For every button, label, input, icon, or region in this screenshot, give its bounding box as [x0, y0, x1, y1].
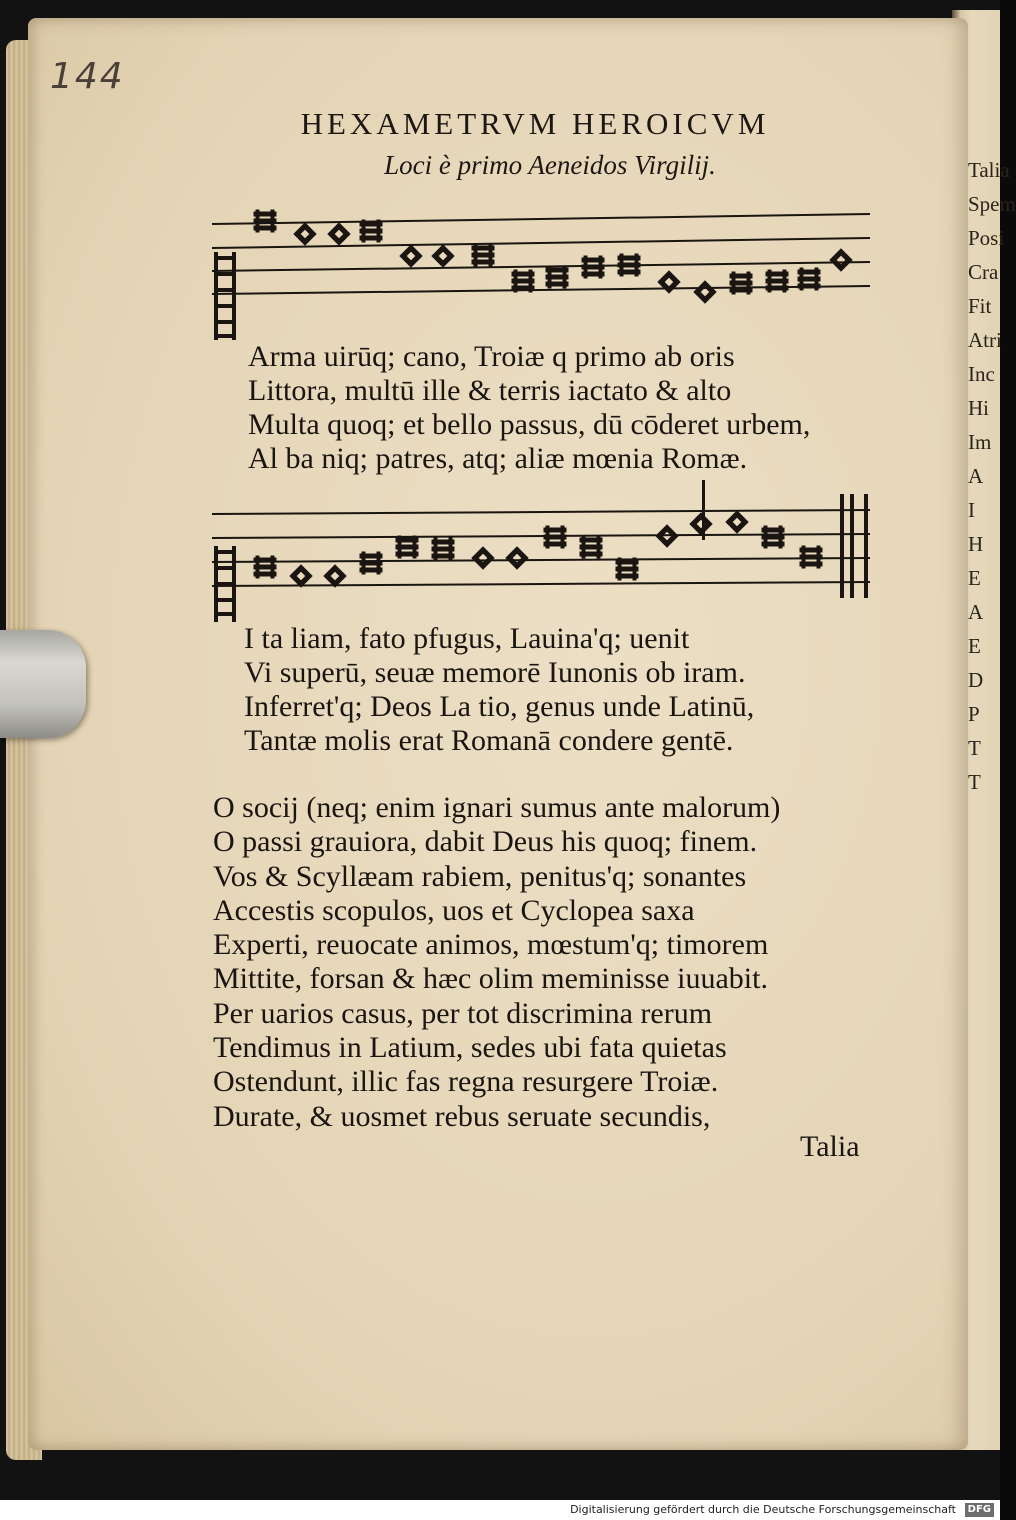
breve-note	[432, 538, 454, 560]
facing-page-fragment: E	[968, 566, 981, 590]
facing-page-fragment: I	[968, 498, 975, 522]
facing-page-fragment: Hi	[968, 396, 989, 420]
breve-note	[546, 266, 568, 288]
breve-note	[798, 268, 820, 290]
semibreve-note	[472, 547, 494, 569]
semibreve-note	[694, 281, 716, 303]
verse-line: I ta liam, fato pfugus, Lauina'q; uenit	[244, 622, 690, 655]
breve-note	[618, 254, 640, 276]
breve-note	[582, 256, 604, 278]
breve-note	[766, 270, 788, 292]
verse-line: Per uarios casus, per tot discrimina rerum	[213, 996, 713, 1030]
facing-page-fragment: Cra	[968, 260, 999, 284]
facing-page-fragment: E	[968, 634, 981, 658]
breve-note	[762, 526, 784, 548]
verse-line: Arma uirūq; cano, Troiæ q primo ab oris	[248, 340, 735, 373]
semibreve-note	[400, 245, 422, 267]
facing-page-fragment: T	[968, 736, 981, 760]
breve-note	[800, 546, 822, 568]
semibreve-note	[290, 565, 312, 587]
semibreve-note	[294, 223, 316, 245]
verse-line: Vi superū, seuæ memorē Iunonis ob iram.	[244, 656, 746, 689]
catchword: Talia	[800, 1130, 860, 1163]
facing-page-fragment: Talia	[968, 158, 1010, 182]
semibreve-note	[328, 223, 350, 245]
verse-line: Tendimus in Latium, sedes ubi fata quietas	[213, 1031, 727, 1065]
verse-line: Inferret'q; Deos La tio, genus unde Latinū,	[244, 690, 755, 723]
verse-line: Al ba niq; patres, atq; aliæ mœnia Romæ.	[248, 442, 748, 475]
footer-credit: Digitalisierung gefördert durch die Deutsche Forschungsgemeinschaft	[570, 1503, 956, 1516]
facing-page-fragment: A	[968, 600, 984, 624]
breve-note	[360, 220, 382, 242]
facing-page-fragment: Fit	[968, 294, 992, 318]
verse-line: Experti, reuocate animos, mœstum'q; timorem	[213, 928, 769, 962]
verse-line: O socij (neq; enim ignari sumus ante malorum)	[213, 791, 781, 824]
semibreve-note	[506, 547, 528, 569]
verse-line: Ostendunt, illic fas regna resurgere Troiæ.	[213, 1065, 719, 1099]
verse-block-1	[248, 340, 810, 476]
verse-line: Littora, multū ille & terris iactato & alto	[248, 374, 732, 407]
breve-note	[544, 526, 566, 548]
music-staff-1	[210, 196, 880, 346]
breve-note	[396, 536, 418, 558]
facing-page-fragment: Inc	[968, 362, 995, 386]
verse-block-3	[213, 791, 780, 1134]
breve-note	[580, 536, 602, 558]
facing-page-fragment: T	[968, 770, 981, 794]
facing-page-fragment: A	[968, 464, 984, 488]
breve-note	[472, 244, 494, 266]
semibreve-note	[726, 511, 748, 533]
page-title: HEXAMETRVM HEROICVM	[300, 106, 770, 141]
semibreve-note	[690, 513, 712, 535]
breve-note	[730, 272, 752, 294]
verse-line: Mittite, forsan & hæc olim meminisse iuuabit.	[213, 962, 768, 996]
verse-line: Vos & Scyllæam rabiem, penitus'q; sonantes	[213, 859, 747, 893]
breve-note	[254, 210, 276, 232]
facing-page-fragment: Atri	[968, 328, 1002, 352]
semibreve-note	[658, 271, 680, 293]
verse-line: Multa quoq; et bello passus, dū cōderet urbem,	[248, 408, 811, 441]
verse-line: Durate, & uosmet rebus seruate secundis,	[213, 1099, 711, 1133]
breve-note	[512, 270, 534, 292]
verse-block-2	[244, 622, 754, 758]
semibreve-note	[432, 245, 454, 267]
breve-note	[616, 558, 638, 580]
digitization-footer	[0, 1500, 1000, 1520]
page-subtitle: Loci è primo Aeneidos Virgilij.	[384, 150, 716, 180]
semibreve-note	[830, 249, 852, 271]
semibreve-note	[324, 565, 346, 587]
verse-line: O passi grauiora, dabit Deus his quoq; finem.	[213, 825, 758, 859]
facing-page-fragment: Im	[968, 430, 992, 454]
dfg-logo: DFG	[965, 1503, 994, 1517]
verse-line: Tantæ molis erat Romanā condere gentē.	[244, 724, 734, 757]
breve-note	[360, 552, 382, 574]
verse-line: Accestis scopulos, uos et Cyclopea saxa	[213, 893, 695, 927]
manuscript-page-number: 144	[50, 56, 125, 97]
facing-page-fragment: Spem	[968, 192, 1016, 216]
facing-page-fragment: H	[968, 532, 984, 556]
facing-page-fragment: P	[968, 702, 980, 726]
facing-page-fragment: D	[968, 668, 984, 692]
book-clip	[0, 630, 86, 738]
facing-page-fragment: Posi	[968, 226, 1005, 250]
music-staff-2	[210, 480, 880, 630]
breve-note	[254, 556, 276, 578]
